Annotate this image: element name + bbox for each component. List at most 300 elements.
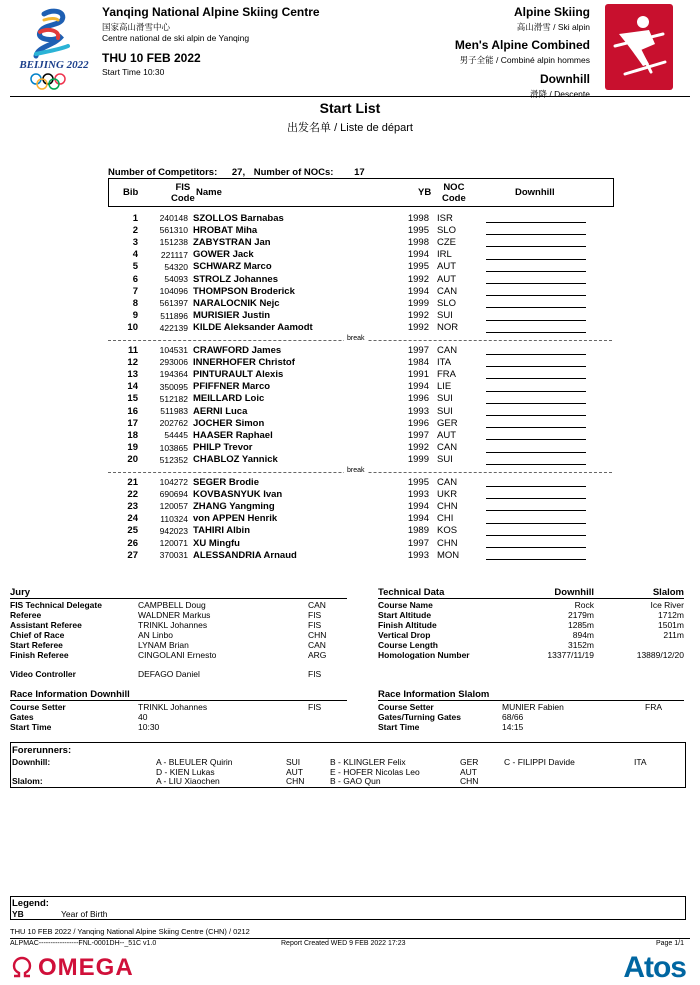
athlete-name: PFIFFNER Marco xyxy=(193,381,271,393)
technical-label: Course Name xyxy=(378,600,433,610)
athlete-bib: 12 xyxy=(127,356,138,368)
athlete-name: von APPEN Henrik xyxy=(193,513,278,525)
downhill-result-line xyxy=(481,442,591,454)
athlete-year-of-birth: 1999 xyxy=(407,454,429,466)
athlete-fis-code: 151238 xyxy=(159,237,188,248)
athlete-fis-code: 194364 xyxy=(159,369,188,380)
jury-name: LYNAM Brian xyxy=(138,640,189,650)
athlete-fis-code: 104096 xyxy=(159,286,188,297)
athlete-noc: KOS xyxy=(437,525,458,537)
athlete-bib: 7 xyxy=(132,285,138,297)
video-noc: FIS xyxy=(308,669,322,679)
athlete-name: CHABLOZ Yannick xyxy=(193,454,278,466)
technical-data-header xyxy=(378,587,684,599)
athlete-name: CRAWFORD James xyxy=(193,344,282,356)
start-list-group-3 xyxy=(108,476,591,561)
jury-role: Start Referee xyxy=(10,640,63,650)
technical-row xyxy=(378,630,684,640)
svg-text:BEIJING 2022: BEIJING 2022 xyxy=(19,59,89,71)
downhill-result-line xyxy=(481,454,591,466)
venue-name: Yanqing National Alpine Skiing Centre xyxy=(102,5,320,19)
athlete-noc: CAN xyxy=(437,476,458,488)
athlete-year-of-birth: 1994 xyxy=(407,500,429,512)
technical-label: Finish Altitude xyxy=(378,620,437,630)
phase-name: Downhill xyxy=(540,72,590,86)
technical-label: Vertical Drop xyxy=(378,630,431,640)
break-label: break xyxy=(344,467,368,474)
downhill-result-line xyxy=(481,417,591,429)
race-info-value: 68/66 xyxy=(502,712,524,722)
venue-name-fr: Centre national de ski alpin de Yanqing xyxy=(102,33,250,43)
col-noc-top: NOC xyxy=(443,182,465,193)
forerunner-sl-a: A - LIU Xiaochen xyxy=(156,776,220,786)
athlete-bib: 2 xyxy=(132,224,138,236)
athlete-name: HAASER Raphael xyxy=(193,429,273,441)
start-list-group-2 xyxy=(108,344,591,466)
jury-noc: CAN xyxy=(308,600,326,610)
col-fis-bottom: Code xyxy=(171,193,195,204)
athlete-year-of-birth: 1996 xyxy=(407,417,429,429)
jury-role: Chief of Race xyxy=(10,630,65,640)
forerunners-downhill-label: Downhill: xyxy=(12,757,51,767)
athlete-name: SCHWARZ Marco xyxy=(193,261,272,273)
technical-downhill-value: 894m xyxy=(572,630,594,640)
video-role: Video Controller xyxy=(10,669,76,679)
athlete-fis-code: 422139 xyxy=(159,322,188,333)
athlete-bib: 17 xyxy=(127,417,138,429)
athlete-fis-code: 350095 xyxy=(159,381,188,392)
athlete-noc: LIE xyxy=(437,381,452,393)
athlete-year-of-birth: 1984 xyxy=(407,356,429,368)
athlete-noc: NOR xyxy=(437,322,459,334)
athlete-row xyxy=(108,537,591,549)
race-info-label: Start Time xyxy=(378,722,420,732)
athlete-name: TAHIRI Albin xyxy=(193,525,250,537)
athlete-name: ZHANG Yangming xyxy=(193,500,275,512)
page-subtitle: 出发名单 / Liste de départ xyxy=(287,122,413,134)
athlete-noc: IRL xyxy=(437,249,452,261)
athlete-bib: 10 xyxy=(127,322,138,334)
athlete-noc: CAN xyxy=(437,442,458,454)
athlete-fis-code: 690694 xyxy=(159,489,188,500)
athlete-name: THOMPSON Broderick xyxy=(193,285,295,297)
athlete-bib: 26 xyxy=(127,537,138,549)
athlete-name: PINTURAULT Alexis xyxy=(193,368,284,380)
athlete-noc: SLO xyxy=(437,224,457,236)
event-name-sub: 男子全能 / Combiné alpin hommes xyxy=(459,55,590,65)
technical-data-section xyxy=(378,587,684,660)
athlete-bib: 8 xyxy=(132,297,138,309)
athlete-bib: 27 xyxy=(127,549,138,561)
athlete-row xyxy=(108,310,591,322)
forerunner-sl-b-noc: CHN xyxy=(460,776,479,786)
athlete-name: SZOLLOS Barnabas xyxy=(193,212,284,224)
col-fis xyxy=(171,182,195,204)
athlete-year-of-birth: 1995 xyxy=(407,476,429,488)
downhill-result-line xyxy=(481,500,591,512)
forerunner-dh-d: D - KIEN Lukas xyxy=(156,767,215,777)
atos-logo: Atos xyxy=(623,951,686,984)
athlete-noc: FRA xyxy=(437,368,456,380)
race-info-row xyxy=(378,722,684,732)
forerunner-dh-e-noc: AUT xyxy=(460,767,477,777)
athlete-name: NARALOCNIK Nejc xyxy=(193,297,280,309)
omega-symbol-icon xyxy=(10,956,34,980)
race-info-noc xyxy=(308,722,347,732)
competitors-label: Number of Competitors: xyxy=(108,167,218,178)
downhill-result-line xyxy=(481,405,591,417)
start-time: Start Time 10:30 xyxy=(102,67,165,77)
athlete-name: XU Mingfu xyxy=(193,537,240,549)
race-info-row xyxy=(10,702,347,712)
athlete-fis-code: 104531 xyxy=(159,345,188,356)
athlete-row xyxy=(108,405,591,417)
athlete-noc: GER xyxy=(437,417,458,429)
nocs-label: Number of NOCs: xyxy=(253,167,334,178)
athlete-noc: CAN xyxy=(437,344,458,356)
athlete-noc: CZE xyxy=(437,236,456,248)
athlete-noc: CAN xyxy=(437,285,458,297)
athlete-noc: AUT xyxy=(437,261,456,273)
athlete-row xyxy=(108,476,591,488)
athlete-year-of-birth: 1997 xyxy=(407,429,429,441)
footer-report: Report Created WED 9 FEB 2022 17:23 xyxy=(281,940,406,947)
jury-name: AN Linbo xyxy=(138,630,173,640)
athlete-fis-code: 54320 xyxy=(164,261,188,272)
athlete-bib: 5 xyxy=(132,261,138,273)
race-info-row xyxy=(378,702,684,712)
athlete-bib: 20 xyxy=(127,454,138,466)
race-info-noc xyxy=(645,722,684,732)
athlete-row xyxy=(108,500,591,512)
downhill-result-line xyxy=(481,549,591,561)
athlete-row xyxy=(108,322,591,334)
jury-role: FIS Technical Delegate xyxy=(10,600,102,610)
athlete-year-of-birth: 1995 xyxy=(407,261,429,273)
omega-logo xyxy=(10,954,134,982)
technical-slalom-value: Ice River xyxy=(650,600,684,610)
beijing-2022-emblem xyxy=(14,6,94,92)
legend-box xyxy=(10,896,686,920)
forerunners-title: Forerunners: xyxy=(12,745,72,756)
downhill-result-line xyxy=(481,368,591,380)
jury-name: WALDNER Markus xyxy=(138,610,211,620)
downhill-result-line xyxy=(481,393,591,405)
video-name: DEFAGO Daniel xyxy=(138,669,200,679)
race-info-row xyxy=(10,722,347,732)
athlete-name: JOCHER Simon xyxy=(193,417,265,429)
athlete-bib: 25 xyxy=(127,525,138,537)
athlete-row xyxy=(108,261,591,273)
competitor-summary xyxy=(108,167,365,178)
col-fis-top: FIS xyxy=(175,182,191,193)
athlete-noc: SUI xyxy=(437,454,453,466)
technical-data-table xyxy=(378,600,684,660)
athlete-year-of-birth: 1994 xyxy=(407,513,429,525)
athlete-bib: 14 xyxy=(127,381,138,393)
race-info-value: 10:30 xyxy=(138,722,160,732)
page-title: Start List xyxy=(319,100,381,116)
downhill-result-line xyxy=(481,224,591,236)
jury-noc: CHN xyxy=(308,630,327,640)
venue-name-zh: 国家高山滑雪中心 xyxy=(102,22,171,32)
race-info-noc: FIS xyxy=(308,702,322,712)
downhill-result-line xyxy=(481,344,591,356)
jury-row xyxy=(10,620,347,630)
emblem-icon xyxy=(14,6,94,92)
sport-name: Alpine Skiing xyxy=(513,5,590,19)
athlete-row xyxy=(108,417,591,429)
athlete-year-of-birth: 1992 xyxy=(407,322,429,334)
athlete-bib: 21 xyxy=(127,476,138,488)
athlete-noc: SUI xyxy=(437,405,453,417)
athlete-name: STROLZ Johannes xyxy=(193,273,278,285)
athlete-row xyxy=(108,224,591,236)
legend-value: Year of Birth xyxy=(61,909,108,919)
athlete-noc: MON xyxy=(437,549,460,561)
downhill-result-line xyxy=(481,381,591,393)
race-info-slalom xyxy=(378,689,684,732)
athlete-row xyxy=(108,356,591,368)
athlete-bib: 11 xyxy=(127,344,138,356)
race-info-row xyxy=(10,712,347,722)
athlete-row xyxy=(108,525,591,537)
technical-label: Course Length xyxy=(378,640,438,650)
athlete-year-of-birth: 1995 xyxy=(407,224,429,236)
break-divider-2 xyxy=(108,467,612,474)
jury-section xyxy=(10,587,347,679)
athlete-year-of-birth: 1997 xyxy=(407,344,429,356)
athlete-fis-code: 103865 xyxy=(159,442,188,453)
jury-role: Assistant Referee xyxy=(10,620,82,630)
athlete-bib: 3 xyxy=(132,236,138,248)
athlete-bib: 6 xyxy=(132,273,138,285)
athlete-bib: 23 xyxy=(127,500,138,512)
athlete-fis-code: 110324 xyxy=(160,513,188,524)
athlete-year-of-birth: 1997 xyxy=(407,537,429,549)
break-label: break xyxy=(344,335,368,342)
race-info-value: TRINKL Johannes xyxy=(138,702,208,712)
race-info-label: Gates xyxy=(10,712,34,722)
technical-label: Start Altitude xyxy=(378,610,432,620)
athlete-row xyxy=(108,285,591,297)
race-info-downhill-title: Race Information Downhill xyxy=(10,689,347,701)
jury-row xyxy=(10,630,347,640)
athlete-fis-code: 512182 xyxy=(159,393,188,404)
athlete-fis-code: 104272 xyxy=(159,477,188,488)
athlete-fis-code: 370031 xyxy=(159,550,188,561)
downhill-result-line xyxy=(481,236,591,248)
race-info-label: Course Setter xyxy=(10,702,66,712)
alpine-skiing-pictogram xyxy=(605,4,673,90)
athlete-row xyxy=(108,344,591,356)
athlete-year-of-birth: 1993 xyxy=(407,488,429,500)
jury-noc: CAN xyxy=(308,640,326,650)
legend-key: YB xyxy=(12,909,24,919)
technical-downhill-value: 2179m xyxy=(568,610,594,620)
jury-row xyxy=(10,600,347,610)
race-info-slalom-table xyxy=(378,702,684,732)
jury-name: CAMPBELL Doug xyxy=(138,600,206,610)
footer-line: THU 10 FEB 2022 / Yanqing National Alpine Skiing Centre (CHN) / 0212 xyxy=(10,927,250,936)
footer-page: Page 1/1 xyxy=(655,940,684,947)
downhill-result-line xyxy=(481,537,591,549)
athlete-row xyxy=(108,297,591,309)
race-info-label: Gates/Turning Gates xyxy=(378,712,461,722)
nocs-count: 17 xyxy=(354,167,365,178)
athlete-name: MURISIER Justin xyxy=(193,310,271,322)
downhill-result-line xyxy=(481,273,591,285)
athlete-row xyxy=(108,513,591,525)
athlete-fis-code: 512352 xyxy=(159,454,188,465)
footer-code: ALPMAC-----------------FNL-0001DH--_51C v1.0 xyxy=(10,940,157,947)
sport-name-sub: 高山滑雪 / Ski alpin xyxy=(516,22,590,32)
jury-row xyxy=(10,640,347,650)
technical-row xyxy=(378,610,684,620)
forerunner-dh-a: A - BLEULER Quirin xyxy=(156,757,233,767)
athlete-row xyxy=(108,488,591,500)
race-info-value: MUNIER Fabien xyxy=(502,702,564,712)
race-info-row xyxy=(378,712,684,722)
race-info-downhill xyxy=(10,689,347,732)
downhill-result-line xyxy=(481,310,591,322)
col-yb: YB xyxy=(418,187,432,198)
technical-label: Homologation Number xyxy=(378,650,470,660)
break-divider-1 xyxy=(108,335,612,342)
athlete-name: ZABYSTRAN Jan xyxy=(193,236,271,248)
athlete-year-of-birth: 1994 xyxy=(407,381,429,393)
technical-downhill-value: 1285m xyxy=(568,620,594,630)
athlete-name: INNERHOFER Christof xyxy=(193,356,295,368)
athlete-year-of-birth: 1996 xyxy=(407,393,429,405)
athlete-year-of-birth: 1992 xyxy=(407,310,429,322)
technical-row xyxy=(378,600,684,610)
forerunners-box xyxy=(10,742,686,788)
athlete-noc: SUI xyxy=(437,310,453,322)
downhill-result-line xyxy=(481,285,591,297)
athlete-row xyxy=(108,429,591,441)
athlete-row xyxy=(108,549,591,561)
technical-col-downhill: Downhill xyxy=(554,587,594,598)
jury-name: CINGOLANI Ernesto xyxy=(138,650,217,660)
athlete-fis-code: 511983 xyxy=(160,406,188,417)
jury-noc: FIS xyxy=(308,620,322,630)
athlete-noc: UKR xyxy=(437,488,458,500)
downhill-result-line xyxy=(481,261,591,273)
athlete-bib: 15 xyxy=(127,393,138,405)
athlete-noc: CHN xyxy=(437,537,458,549)
jury-noc: FIS xyxy=(308,610,322,620)
jury-row xyxy=(10,610,347,620)
athlete-name: KILDE Aleksander Aamodt xyxy=(193,322,313,334)
downhill-result-line xyxy=(481,476,591,488)
athlete-fis-code: 293006 xyxy=(159,357,188,368)
race-info-noc: FRA xyxy=(645,702,662,712)
athlete-bib: 13 xyxy=(127,368,138,380)
technical-col-slalom: Slalom xyxy=(652,587,684,598)
event-date: THU 10 FEB 2022 xyxy=(102,51,201,65)
forerunner-sl-a-noc: CHN xyxy=(286,776,305,786)
jury-row xyxy=(10,650,347,660)
athlete-fis-code: 942023 xyxy=(159,525,188,536)
technical-row xyxy=(378,620,684,630)
forerunners-slalom-label: Slalom: xyxy=(12,776,43,786)
skier-icon xyxy=(605,4,673,90)
col-noc xyxy=(442,182,466,204)
athlete-noc: ITA xyxy=(437,356,452,368)
start-list-group-1 xyxy=(108,212,591,334)
jury-noc: ARG xyxy=(308,650,327,660)
col-bib: Bib xyxy=(123,187,139,198)
phase-name-sub: 滑降 / Descente xyxy=(530,89,590,99)
athlete-bib: 1 xyxy=(132,212,138,224)
athlete-year-of-birth: 1998 xyxy=(407,212,429,224)
athlete-fis-code: 221117 xyxy=(160,249,188,260)
technical-data-title: Technical Data xyxy=(378,587,445,598)
athlete-noc: CHN xyxy=(437,500,458,512)
athlete-name: HROBAT Miha xyxy=(193,224,258,236)
athlete-name: PHILP Trevor xyxy=(193,442,253,454)
athlete-bib: 19 xyxy=(127,442,138,454)
forerunner-dh-b-noc: GER xyxy=(460,757,479,767)
race-info-noc xyxy=(645,712,684,722)
athlete-name: MEILLARD Loic xyxy=(193,393,265,405)
athlete-row xyxy=(108,368,591,380)
athlete-year-of-birth: 1993 xyxy=(407,549,429,561)
col-name: Name xyxy=(196,187,222,198)
technical-row xyxy=(378,650,684,660)
forerunner-dh-e: E - HOFER Nicolas Leo xyxy=(330,767,420,777)
video-controller-row xyxy=(10,669,347,679)
start-list-header xyxy=(108,178,614,207)
jury-role: Finish Referee xyxy=(10,650,69,660)
athlete-fis-code: 54445 xyxy=(164,430,188,441)
legend-title: Legend: xyxy=(12,898,49,909)
athlete-noc: CHI xyxy=(437,513,454,525)
technical-slalom-value: 211m xyxy=(663,630,684,640)
athlete-bib: 4 xyxy=(132,249,138,261)
downhill-result-line xyxy=(481,513,591,525)
race-info-value: 14:15 xyxy=(502,722,524,732)
race-info-downhill-table xyxy=(10,702,347,732)
athlete-fis-code: 54093 xyxy=(164,274,188,285)
athlete-year-of-birth: 1994 xyxy=(407,285,429,297)
technical-slalom-value: 1501m xyxy=(658,620,684,630)
athlete-year-of-birth: 1994 xyxy=(407,249,429,261)
athlete-bib: 24 xyxy=(127,513,138,525)
downhill-result-line xyxy=(481,249,591,261)
athlete-noc: AUT xyxy=(437,273,456,285)
technical-downhill-value: Rock xyxy=(574,600,594,610)
forerunner-sl-b: B - GAO Qun xyxy=(330,776,381,786)
athlete-year-of-birth: 1989 xyxy=(407,525,429,537)
technical-slalom-value: 13889/12/20 xyxy=(636,650,684,660)
race-info-label: Course Setter xyxy=(378,702,434,712)
jury-role: Referee xyxy=(10,610,42,620)
athlete-fis-code: 202762 xyxy=(159,418,188,429)
jury-table xyxy=(10,600,347,660)
athlete-noc: SUI xyxy=(437,393,453,405)
forerunner-dh-c: C - FILIPPI Davide xyxy=(504,757,575,767)
athlete-bib: 22 xyxy=(127,488,138,500)
athlete-year-of-birth: 1992 xyxy=(407,442,429,454)
downhill-result-line xyxy=(481,297,591,309)
athlete-fis-code: 240148 xyxy=(159,213,188,224)
athlete-noc: SLO xyxy=(437,297,457,309)
athlete-bib: 9 xyxy=(132,310,138,322)
athlete-name: ALESSANDRIA Arnaud xyxy=(193,549,297,561)
downhill-result-line xyxy=(481,525,591,537)
